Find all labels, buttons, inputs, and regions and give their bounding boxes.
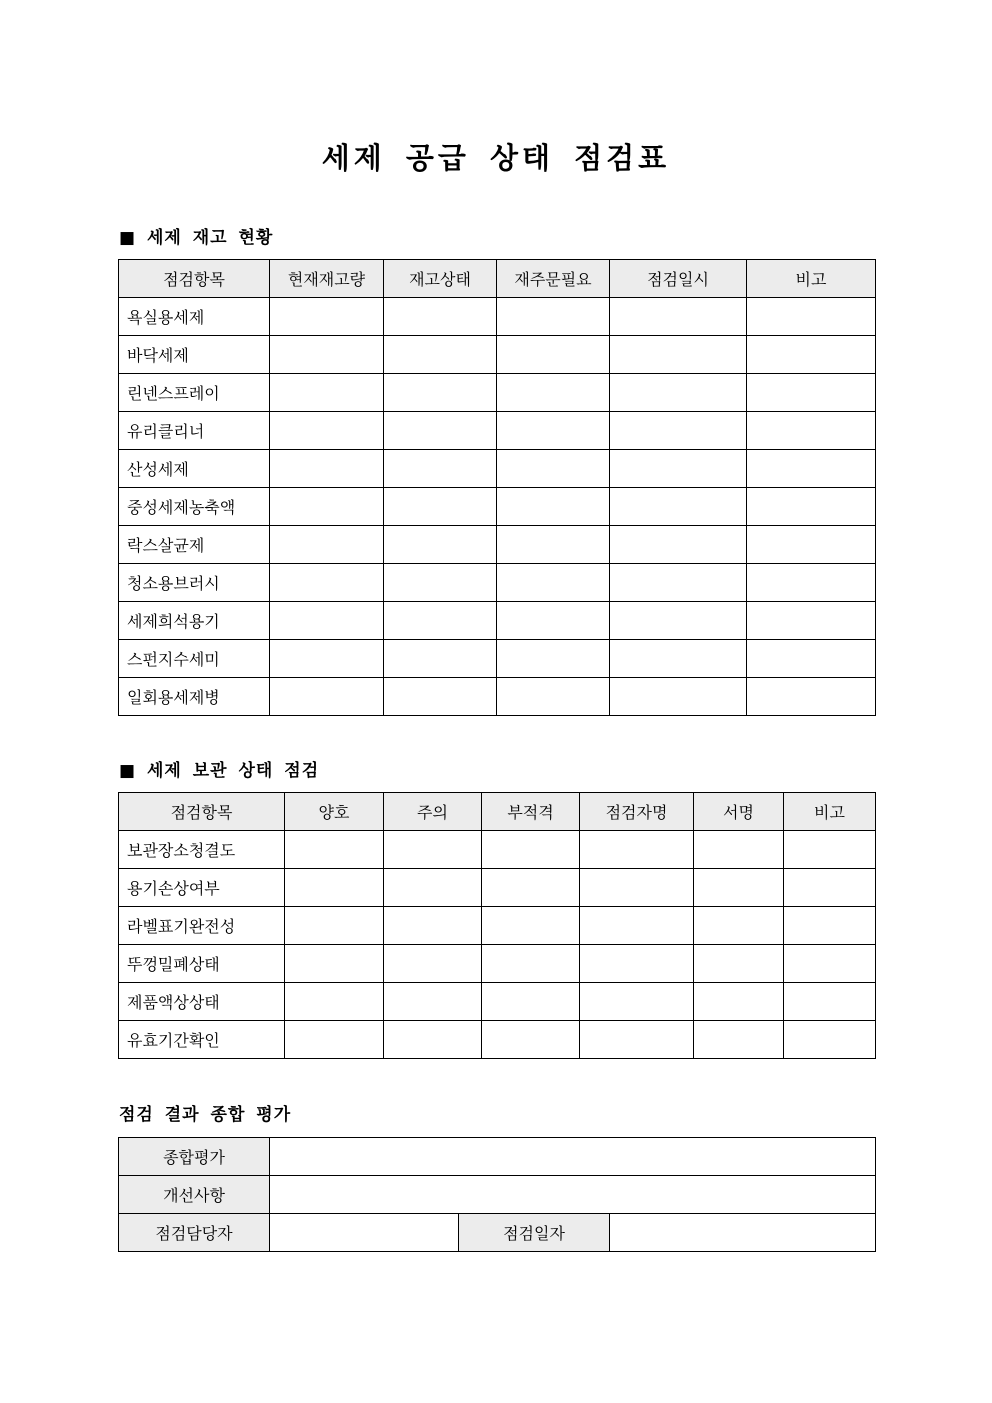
- entry-cell[interactable]: [610, 678, 747, 716]
- entry-cell[interactable]: [610, 374, 747, 412]
- table-row: [119, 374, 876, 412]
- entry-cell[interactable]: [747, 336, 876, 374]
- entry-cell[interactable]: [580, 869, 694, 907]
- entry-cell[interactable]: [497, 640, 610, 678]
- table-row: [119, 488, 876, 526]
- date-field[interactable]: [610, 1214, 876, 1252]
- column-header: 점검자명: [580, 793, 694, 831]
- table-row: [119, 602, 876, 640]
- entry-cell[interactable]: [694, 1021, 784, 1059]
- entry-cell[interactable]: [285, 1021, 384, 1059]
- entry-cell[interactable]: [580, 1021, 694, 1059]
- row-label: 스펀지수세미: [119, 640, 270, 678]
- entry-cell[interactable]: [384, 678, 497, 716]
- entry-cell[interactable]: [610, 412, 747, 450]
- entry-cell[interactable]: [384, 1021, 482, 1059]
- entry-cell[interactable]: [384, 488, 497, 526]
- entry-cell[interactable]: [747, 412, 876, 450]
- entry-cell[interactable]: [610, 526, 747, 564]
- table-row: [119, 564, 876, 602]
- column-header: 양호: [285, 793, 384, 831]
- date-label: 점검일자: [459, 1214, 610, 1252]
- row-label: 락스살균제: [119, 526, 270, 564]
- summary-table: [118, 1137, 876, 1252]
- entry-cell[interactable]: [694, 869, 784, 907]
- entry-cell[interactable]: [384, 298, 497, 336]
- entry-cell[interactable]: [610, 450, 747, 488]
- entry-cell[interactable]: [747, 640, 876, 678]
- entry-cell[interactable]: [270, 640, 384, 678]
- entry-cell[interactable]: [497, 526, 610, 564]
- improvement-field[interactable]: [270, 1176, 876, 1214]
- entry-cell[interactable]: [270, 678, 384, 716]
- entry-cell[interactable]: [285, 945, 384, 983]
- entry-cell[interactable]: [270, 336, 384, 374]
- entry-cell[interactable]: [784, 831, 876, 869]
- column-header: 점검항목: [119, 793, 285, 831]
- entry-cell[interactable]: [270, 450, 384, 488]
- entry-cell[interactable]: [384, 869, 482, 907]
- entry-cell[interactable]: [384, 450, 497, 488]
- entry-cell[interactable]: [610, 488, 747, 526]
- table-row: [119, 907, 876, 945]
- entry-cell[interactable]: [384, 831, 482, 869]
- entry-cell[interactable]: [384, 640, 497, 678]
- inspector-field[interactable]: [270, 1214, 459, 1252]
- column-header: 주의: [384, 793, 482, 831]
- row-label: 일회용세제병: [119, 678, 270, 716]
- row-label: 유리클리너: [119, 412, 270, 450]
- row-label: 제품액상상태: [119, 983, 285, 1021]
- entry-cell[interactable]: [497, 298, 610, 336]
- entry-cell[interactable]: [694, 983, 784, 1021]
- entry-cell[interactable]: [610, 564, 747, 602]
- summary-row-signoff: [119, 1214, 876, 1252]
- entry-cell[interactable]: [497, 374, 610, 412]
- entry-cell[interactable]: [384, 602, 497, 640]
- entry-cell[interactable]: [270, 412, 384, 450]
- entry-cell[interactable]: [784, 1021, 876, 1059]
- entry-cell[interactable]: [784, 869, 876, 907]
- section-title-inventory: ■ 세제 재고 현황: [119, 228, 274, 248]
- column-header: 재고상태: [384, 260, 497, 298]
- entry-cell[interactable]: [747, 374, 876, 412]
- table-header-row: [119, 793, 876, 831]
- entry-cell[interactable]: [285, 869, 384, 907]
- table-row: [119, 945, 876, 983]
- row-label: 산성세제: [119, 450, 270, 488]
- entry-cell[interactable]: [497, 564, 610, 602]
- entry-cell[interactable]: [784, 983, 876, 1021]
- entry-cell[interactable]: [285, 983, 384, 1021]
- row-label: 용기손상여부: [119, 869, 285, 907]
- column-header: 점검항목: [119, 260, 270, 298]
- entry-cell[interactable]: [384, 983, 482, 1021]
- entry-cell[interactable]: [497, 412, 610, 450]
- entry-cell[interactable]: [497, 488, 610, 526]
- entry-cell[interactable]: [497, 602, 610, 640]
- table-row: [119, 336, 876, 374]
- table-row: [119, 831, 876, 869]
- table-row: [119, 983, 876, 1021]
- entry-cell[interactable]: [694, 945, 784, 983]
- entry-cell[interactable]: [384, 412, 497, 450]
- entry-cell[interactable]: [610, 298, 747, 336]
- entry-cell[interactable]: [285, 831, 384, 869]
- inventory-table: [118, 259, 876, 716]
- page-title: 세제 공급 상태 점검표: [321, 141, 671, 175]
- column-header: 재주문필요: [497, 260, 610, 298]
- column-header: 현재재고량: [270, 260, 384, 298]
- entry-cell[interactable]: [580, 983, 694, 1021]
- section-title-storage: ■ 세제 보관 상태 점검: [119, 761, 320, 781]
- row-label: 청소용브러시: [119, 564, 270, 602]
- row-label: 뚜껑밀폐상태: [119, 945, 285, 983]
- summary-row-overall: [119, 1138, 876, 1176]
- entry-cell[interactable]: [270, 564, 384, 602]
- row-label: 린넨스프레이: [119, 374, 270, 412]
- entry-cell[interactable]: [482, 1021, 580, 1059]
- entry-cell[interactable]: [285, 907, 384, 945]
- overall-field[interactable]: [270, 1138, 876, 1176]
- entry-cell[interactable]: [610, 640, 747, 678]
- entry-cell[interactable]: [747, 298, 876, 336]
- column-header: 서명: [694, 793, 784, 831]
- entry-cell[interactable]: [610, 602, 747, 640]
- entry-cell[interactable]: [784, 945, 876, 983]
- entry-cell[interactable]: [747, 450, 876, 488]
- table-row: [119, 1021, 876, 1059]
- entry-cell[interactable]: [694, 907, 784, 945]
- entry-cell[interactable]: [270, 602, 384, 640]
- row-label: 보관장소청결도: [119, 831, 285, 869]
- entry-cell[interactable]: [610, 336, 747, 374]
- entry-cell[interactable]: [482, 907, 580, 945]
- row-label: 욕실용세제: [119, 298, 270, 336]
- entry-cell[interactable]: [482, 983, 580, 1021]
- row-label: 유효기간확인: [119, 1021, 285, 1059]
- entry-cell[interactable]: [747, 526, 876, 564]
- entry-cell[interactable]: [384, 907, 482, 945]
- entry-cell[interactable]: [784, 907, 876, 945]
- column-header: 비고: [784, 793, 876, 831]
- column-header: 부적격: [482, 793, 580, 831]
- entry-cell[interactable]: [747, 488, 876, 526]
- table-row: [119, 450, 876, 488]
- entry-cell[interactable]: [747, 678, 876, 716]
- entry-cell[interactable]: [497, 336, 610, 374]
- column-header: 점검일시: [610, 260, 747, 298]
- section-title-summary: 점검 결과 종합 평가: [119, 1105, 292, 1125]
- table-row: [119, 678, 876, 716]
- entry-cell[interactable]: [482, 869, 580, 907]
- entry-cell[interactable]: [384, 945, 482, 983]
- table-row: [119, 412, 876, 450]
- entry-cell[interactable]: [580, 907, 694, 945]
- improvement-label: 개선사항: [119, 1176, 270, 1214]
- entry-cell[interactable]: [482, 831, 580, 869]
- row-label: 라벨표기완전성: [119, 907, 285, 945]
- entry-cell[interactable]: [384, 336, 497, 374]
- column-header: 비고: [747, 260, 876, 298]
- inspector-label: 점검담당자: [119, 1214, 270, 1252]
- entry-cell[interactable]: [384, 374, 497, 412]
- row-label: 세제희석용기: [119, 602, 270, 640]
- row-label: 바닥세제: [119, 336, 270, 374]
- entry-cell[interactable]: [384, 564, 497, 602]
- table-header-row: [119, 260, 876, 298]
- entry-cell[interactable]: [270, 298, 384, 336]
- entry-cell[interactable]: [747, 564, 876, 602]
- entry-cell[interactable]: [482, 945, 580, 983]
- entry-cell[interactable]: [580, 831, 694, 869]
- overall-label: 종합평가: [119, 1138, 270, 1176]
- table-row: [119, 526, 876, 564]
- entry-cell[interactable]: [270, 488, 384, 526]
- table-row: [119, 869, 876, 907]
- storage-table: [118, 792, 876, 1059]
- summary-row-improvement: [119, 1176, 876, 1214]
- entry-cell[interactable]: [694, 831, 784, 869]
- entry-cell[interactable]: [384, 526, 497, 564]
- entry-cell[interactable]: [580, 945, 694, 983]
- table-row: [119, 640, 876, 678]
- entry-cell[interactable]: [497, 678, 610, 716]
- entry-cell[interactable]: [747, 602, 876, 640]
- entry-cell[interactable]: [270, 374, 384, 412]
- entry-cell[interactable]: [497, 450, 610, 488]
- table-row: [119, 298, 876, 336]
- entry-cell[interactable]: [270, 526, 384, 564]
- row-label: 중성세제농축액: [119, 488, 270, 526]
